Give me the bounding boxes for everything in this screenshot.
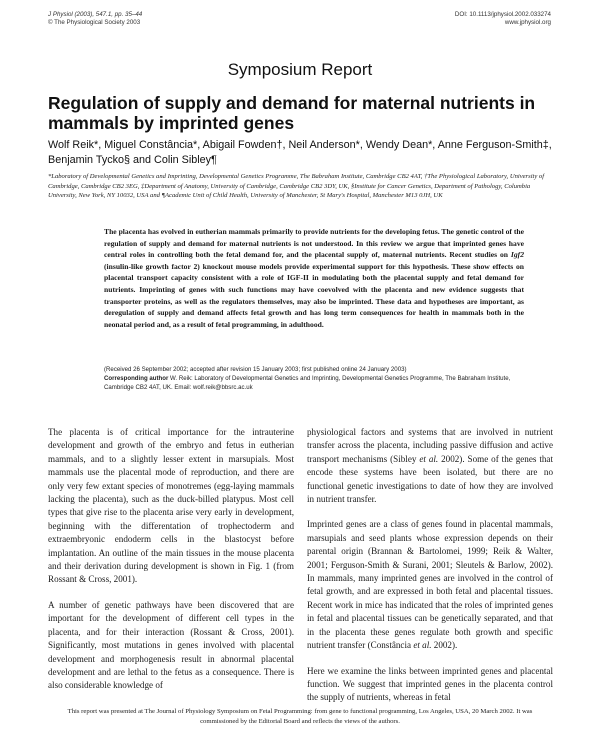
body-paragraph: Here we examine the links between imprinted genes and placental function. We suggest that imprinted genes in the placenta control the supply of nutrients, whereas in fetal bbox=[307, 665, 553, 703]
gene-name: Igf2 bbox=[510, 250, 524, 260]
copyright-line: © The Physiological Society 2003 bbox=[48, 19, 141, 26]
body-paragraph: The placenta is of critical importance for the intrauterine development and growth of the embryo and fetus in eutherian mammals, and to a slightly lesser extent in marsupials. Most mammals use the placental mode of reproduction, and there are only very few extant species of monotremes (egg-laying mammals lacking the placenta), such as the duck-billed platypus. Most cell types that give rise to the placenta arise very early in development, beginning with the differentation of trophectoderm and extraembryonic endoderm cells in the blastocyst before implantation. An outline of the main tissues in the mouse placenta and their derivation during development is shown in Fig. 1 (from Rossant & Cross, 2001). bbox=[48, 427, 294, 585]
running-header-left bbox=[48, 11, 142, 27]
running-header-right bbox=[455, 11, 551, 27]
affiliations: *Laboratory of Developmental Genetics and Imprinting, Developmental Genetics Programme, The Babraham Institute, Cambridge CB2 4AT, †The Physiological Laboratory, University of Cambridge, Cambridge CB2 3EG, ‡Department of Anatomy, University of Cambridge, Cambridge CB2 3DY, UK, §Institute for Cancer Genetics, Department of Pathology, Columbia University, New York, NY 10032, USA and ¶Academic Unit of Child Health, University of Manchester, St Mary's Hospital, Manchester M13 0JH, UK bbox=[48, 173, 545, 200]
abstract-text-2: (insulin-like growth factor 2) knockout mouse models provide experimental support for this hypothesis. These show effects on placental transport capacity consistent with a role of IGF-II in modulating both the placental supply and fetal demand for nutrients. Imprinting of genes with such functions may have coevolved with the placenta and new evidence suggests that transporter proteins, as well as the regulators themselves, may also be imprinted. These data and hypotheses are important, as deregulation of supply and demand affects fetal growth and has long term consequences for health in mammals both in the neonatal period and, as a result of fetal programming, in adulthood. bbox=[104, 261, 524, 329]
author-list: Wolf Reik*, Miguel Constância*, Abigail Fowden†, Neil Anderson*, Wendy Dean*, Anne Ferguson-Smith‡, Benjamin Tycko§ and Colin Sibley¶ bbox=[48, 139, 552, 166]
footnote: This report was presented at The Journal of Physiology Symposium on Fetal Programming: from gene to functional programming, Los Angeles, USA, 20 March 2002. It was commissioned by the Editorial Board and reflects the views of the authors. bbox=[67, 708, 533, 725]
body-text: physiological factors and systems that are involved in nutrient transfer across the placenta, including passive diffusion and active transport mechanisms (Sibley bbox=[307, 427, 553, 464]
et-al: et al. bbox=[413, 640, 432, 651]
received-dates: (Received 26 September 2002; accepted after revision 15 January 2003; first published online 24 January 2003) bbox=[104, 366, 407, 373]
body-text: 2002). Some of the genes that encode these systems have been isolated, but there are no functional genetic investigations to date of how they are involved in nutrient transfer. bbox=[307, 453, 553, 505]
body-paragraph bbox=[307, 518, 553, 652]
corresponding-author bbox=[104, 375, 524, 392]
body-text: Imprinted genes are a class of genes found in placental mammals, marsupials and seed plants whose expression depends on their parental origin (Brannan & Bartolomei, 1999; Reik & Walter, 2001; Ferguson-Smith & Surani, 2001; Sleutels & Barlow, 2002). In mammals, many imprinted genes are involved in the control of fetal growth, and are expressed in both fetal and placental tissues. Recent work in mice has indicated that the roles of imprinted genes in fetal and placental tissues can be genetically separated, and that in the placenta these genes regulate both growth and specific nutrient transfer (Constância bbox=[307, 519, 553, 651]
et-al: et al. bbox=[419, 453, 439, 464]
corresponding-label: Corresponding author bbox=[104, 375, 169, 382]
section-type-heading: Symposium Report bbox=[227, 60, 373, 79]
article-title: Regulation of supply and demand for maternal nutrients in mammals by imprinted genes bbox=[48, 93, 536, 133]
abstract-text-1: The placenta has evolved in eutherian mammals primarily to provide nutrients for the developing fetus. The genetic control of the regulation of supply and demand for maternal nutrients is not understood. In this review we argue that imprinted genes have central roles in controlling both the fetal demand for, and the placental supply of, maternal nutrients. Recent studies on bbox=[104, 227, 524, 260]
journal-citation: J Physiol (2003), 547.1, pp. 35–44 bbox=[48, 11, 143, 18]
body-paragraph: A number of genetic pathways have been discovered that are important for the development of different cell types in the placenta, and for their interaction (Rossant & Cross, 2001). Significantly, most mutations in genes involved with placental development and morphogenesis result in abnormal placental development and are lethal to the fetus as a consequence. There is also considerable knowledge of bbox=[48, 599, 294, 691]
doi-line: DOI: 10.1113/jphysiol.2002.033274 bbox=[454, 11, 551, 18]
corresponding-text: W. Reik: Laboratory of Developmental Genetics and Imprinting, Developmental Genetics Programme, The Babraham Institute, Cambridge CB2 4AT, UK. Email: wolf.reik@bbsrc.ac.uk bbox=[104, 375, 511, 391]
body-text: 2002). bbox=[431, 640, 458, 651]
body-column-left bbox=[48, 426, 294, 705]
body-column-right bbox=[307, 426, 553, 717]
abstract bbox=[104, 226, 524, 330]
body-paragraph bbox=[307, 426, 553, 506]
journal-url[interactable]: www.jphysiol.org bbox=[504, 19, 551, 26]
